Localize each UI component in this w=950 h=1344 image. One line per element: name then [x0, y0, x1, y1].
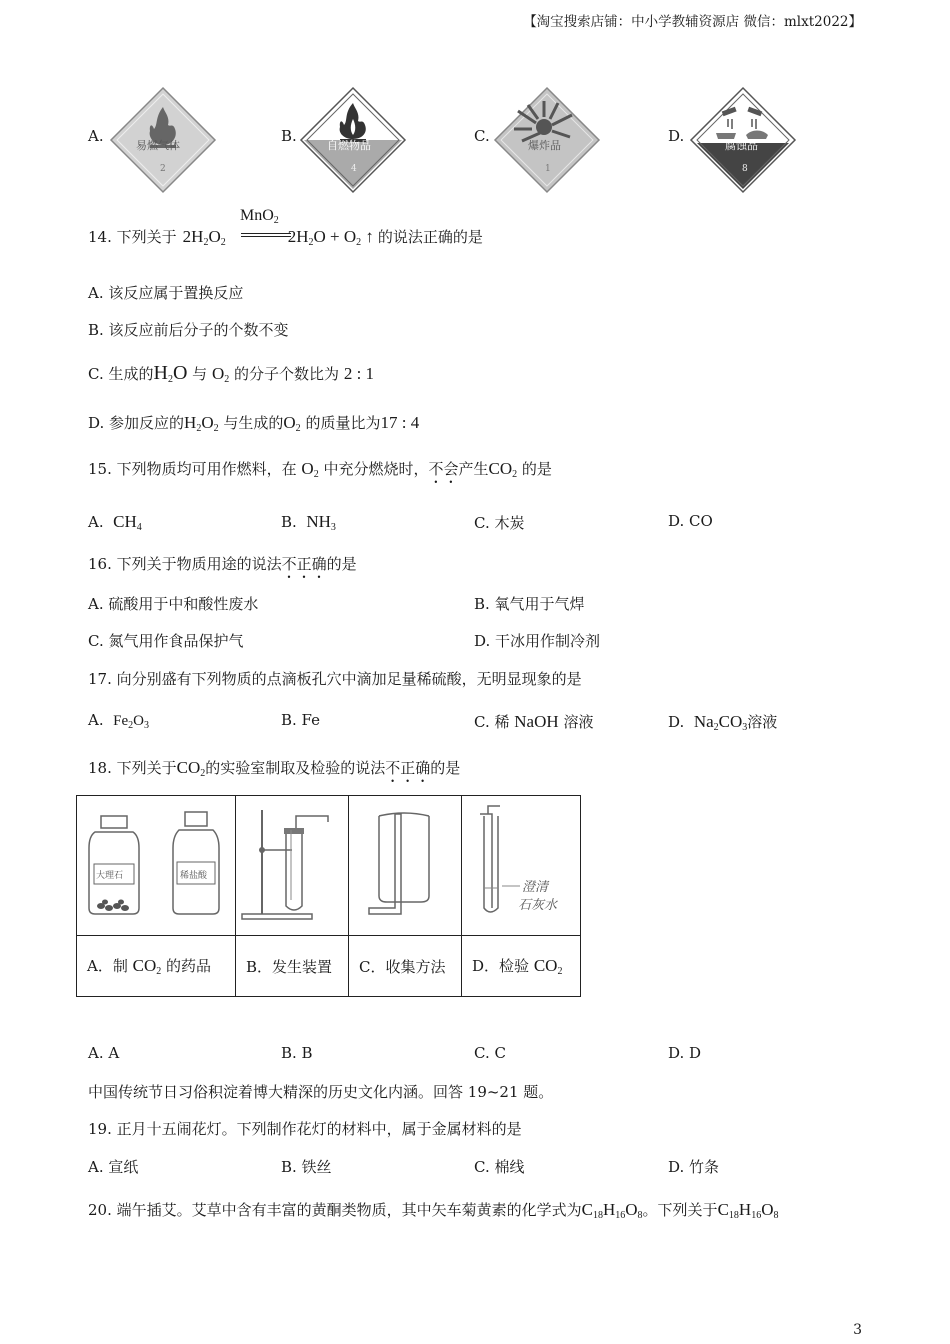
- q13-option-c-letter: C.: [474, 127, 490, 145]
- q18-bottle2-label: 稀盐酸: [180, 871, 208, 881]
- q19-option-d: D. 竹条: [668, 1158, 720, 1176]
- q13-sign-c-num: 1: [545, 164, 551, 174]
- q18-answer-a: A. A: [88, 1044, 120, 1062]
- q18-cell-b-label: B．发生装置: [236, 936, 349, 997]
- q13-sign-b-num: 4: [351, 164, 357, 174]
- gas-collection-bottle-icon: [349, 796, 461, 931]
- q17-option-d: D. $Na_2CO_3$溶液: [668, 712, 778, 733]
- q18-answer-b: B. B: [281, 1044, 313, 1062]
- q16-option-a: A. 硫酸用于中和酸性废水: [88, 595, 259, 613]
- q15-option-c: C. 木炭: [474, 514, 525, 532]
- q19-stem: 19. 正月十五闹花灯。下列制作花灯的材料中，属于金属材料的是: [88, 1120, 522, 1138]
- q13-sign-d-label: 腐蚀品: [725, 139, 758, 152]
- q17-stem: 17. 向分别盛有下列物质的点滴板孔穴中滴加足量稀硫酸，无明显现象的是: [88, 670, 582, 688]
- q13-sign-c-label: 爆炸品: [528, 139, 561, 152]
- q16-stem: 16. 下列关于物质用途的说法不正确的是: [88, 555, 357, 573]
- q18-cell-c-label: C．收集方法: [349, 936, 462, 997]
- q18-table: [76, 795, 581, 997]
- q18-cell-d-image: [462, 796, 581, 936]
- q18-limewater-line1: 澄清: [522, 880, 549, 895]
- q13-sign-b-label: 自燃物品: [327, 139, 371, 152]
- q13-option-d-letter: D.: [668, 127, 685, 145]
- generator-apparatus-icon: [236, 796, 348, 931]
- q13-sign-a-num: 2: [160, 164, 166, 174]
- q13-option-a-letter: A.: [88, 127, 104, 145]
- q15-option-d: D. CO: [668, 512, 713, 530]
- q18-cell-c-image: [349, 796, 462, 936]
- q18-answer-c: C. C: [474, 1044, 506, 1062]
- q18-bottle1-label: 大理石: [96, 871, 124, 881]
- page-number: 3: [853, 1322, 862, 1338]
- q14-option-a: A. 该反应属于置换反应: [88, 284, 244, 302]
- q15-option-a: A. $CH_4$: [88, 512, 142, 533]
- q14-stem: 14. 下列关于 $2H_2O_2$ $2H_2O + O_2$ ↑ 的说法正确的是: [88, 227, 483, 248]
- q18-cell-a-image: [77, 796, 236, 936]
- q16-option-c: C. 氮气用作食品保护气: [88, 632, 244, 650]
- q19-option-b: B. 铁丝: [281, 1158, 332, 1176]
- q13-option-b-letter: B.: [281, 127, 297, 145]
- q14-option-c: C. 生成的$H_2O$ 与 $O_2$ 的分子个数比为 2 : 1: [88, 362, 375, 385]
- q15-option-b: B. $NH_3$: [281, 512, 336, 533]
- q18-answer-d: D. D: [668, 1044, 702, 1062]
- q14-catalyst: MnO$_2$: [240, 207, 279, 226]
- q18-stem: 18. 下列关于$CO_2$的实验室制取及检验的说法不正确的是: [88, 758, 461, 779]
- q13-sign-d-num: 8: [742, 164, 748, 174]
- q18-limewater-line2: 石灰水: [518, 898, 558, 913]
- q18-cell-d-label: D．检验 $CO_2$: [462, 936, 581, 997]
- q16-option-b: B. 氧气用于气焊: [474, 595, 585, 613]
- q19-option-c: C. 棉线: [474, 1158, 525, 1176]
- q14-option-b: B. 该反应前后分子的个数不变: [88, 321, 289, 339]
- q17-option-a: A. $Fe_2O_3$: [88, 711, 149, 731]
- q19-option-a: A. 宣纸: [88, 1158, 139, 1176]
- section-intro: 中国传统节日习俗积淀着博大精深的历史文化内涵。回答 19~21 题。: [88, 1083, 554, 1101]
- q14-option-d: D. 参加反应的$H_2O_2$ 与生成的$O_2$ 的质量比为17 : 4: [88, 413, 420, 434]
- q14-equation-sign: [241, 233, 291, 237]
- header-watermark: 【淘宝搜索店铺：中小学教辅资源店 微信：mlxt2022】: [523, 14, 862, 30]
- reagent-bottles-icon: [77, 796, 235, 931]
- q18-cell-b-image: [236, 796, 349, 936]
- q17-option-b: B. Fe: [281, 711, 321, 729]
- q17-option-c: C. 稀 NaOH 溶液: [474, 712, 594, 731]
- q18-cell-a-label: A．制 $CO_2$ 的药品: [77, 936, 236, 997]
- q15-stem: 15. 下列物质均可用作燃料，在 $O_2$ 中充分燃烧时，不会产生$CO_2$ 的是: [88, 459, 552, 480]
- q20-stem: 20. 端午插艾。艾草中含有丰富的黄酮类物质，其中矢车菊黄素的化学式为$C_{18}H_{16}O_8$。下列关于$C_{18}H_{16}O_8$: [88, 1200, 779, 1221]
- q13-sign-a-label: 易燃气体: [136, 139, 180, 152]
- q16-option-d: D. 干冰用作制冷剂: [474, 632, 601, 650]
